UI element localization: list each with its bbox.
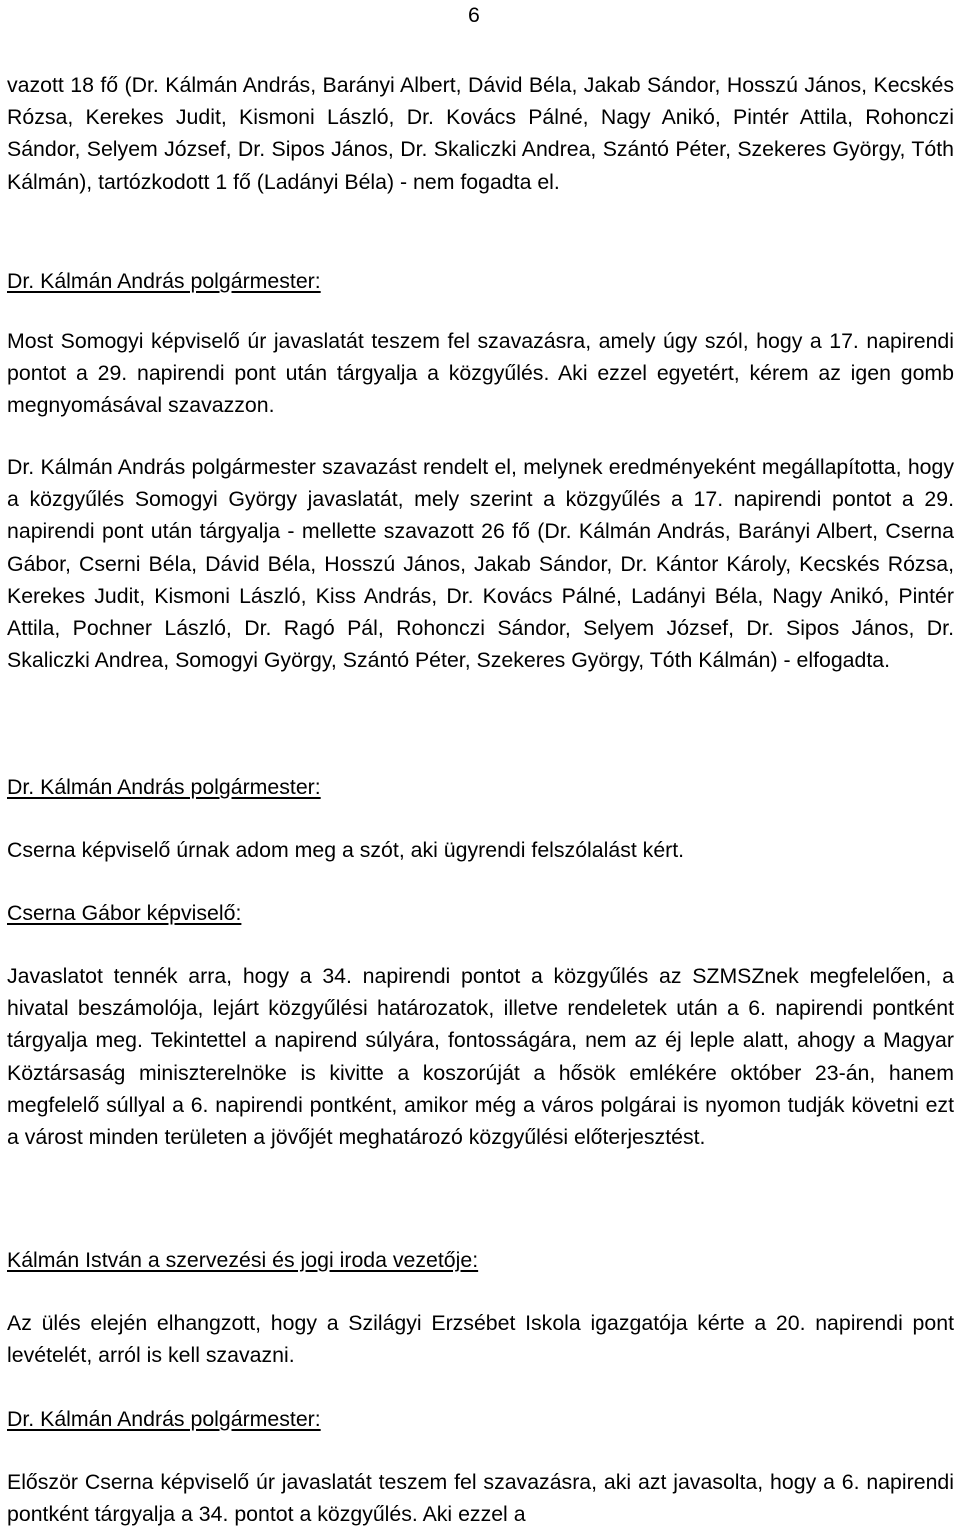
speaker-label: Dr. Kálmán András polgármester:	[7, 775, 321, 799]
speaker-label: Cserna Gábor képviselő:	[7, 901, 242, 925]
speech-paragraph: Először Cserna képviselő úr javaslatát teszem fel szavazásra, aki azt javasolta, hogy a 6. napirendi pontként tárgyalja a 34. pontot a közgyűlés. Aki ezzel a	[7, 1470, 954, 1527]
speaker-label: Kálmán István a szervezési és jogi iroda vezetője:	[7, 1248, 479, 1272]
speech-paragraph: Most Somogyi képviselő úr javaslatát teszem fel szavazásra, amely úgy szól, hogy a 17. napirendi pontot a 29. napirendi pont után tárgyalja a közgyűlés. Aki ezzel egyetért, kérem az igen gomb megnyomásával szavazzon.	[7, 329, 954, 418]
speech-paragraph: Javaslatot tennék arra, hogy a 34. napirendi pontot a közgyűlés az SZMSZnek megfelelően, a hivatal beszámolója, lejárt közgyűlési határozatok, illetve rendeletek után a 6. napirendi pontként tárgyalja meg. Tekintettel a napirend súlyára, fontosságára, nem az éj leple alatt, ahogy a Magyar Köztársaság miniszterelnöke is kivitte a koszorúját a hősök emlékére október 23-án, hanem megfelelő súllyal a 6. napirendi pontként, amikor még a város polgárai is nyomon tudják követni ezt a várost minden területen a jövőjét meghatározó közgyűlési előterjesztést.	[7, 964, 954, 1150]
speaker-heading	[7, 1244, 954, 1276]
vote-result-paragraph: vazott 18 fő (Dr. Kálmán András, Barányi Albert, Dávid Béla, Jakab Sándor, Hosszú János, Kecskés Rózsa, Kerekes Judit, Kismoni László, Dr. Kovács Pálné, Nagy Anikó, Pintér Attila, Rohonczi Sándor, Selyem József, Dr. Sipos János, Dr. Skaliczki Andrea, Szántó Péter, Szekeres György, Tóth Kálmán), tartózkodott 1 fő (Ladányi Béla) - nem fogadta el.	[7, 73, 954, 194]
speaker-heading	[7, 897, 954, 929]
speaker-heading	[7, 771, 954, 803]
page-number: 6	[468, 3, 480, 27]
speaker-label: Dr. Kálmán András polgármester:	[7, 1407, 321, 1431]
speech-paragraph: Az ülés elején elhangzott, hogy a Szilágyi Erzsébet Iskola igazgatója kérte a 20. napirendi pont levételét, arról is kell szavazni.	[7, 1311, 954, 1368]
speaker-heading	[7, 265, 954, 297]
speaker-label: Dr. Kálmán András polgármester:	[7, 269, 321, 293]
speaker-heading	[7, 1403, 954, 1435]
vote-result-paragraph: Dr. Kálmán András polgármester szavazást rendelt el, melynek eredményeként megállapította, hogy a közgyűlés Somogyi György javaslatát, mely szerint a közgyűlés a 17. napirendi pontot a 29. napirendi pont után tárgyalja - mellette szavazott 26 fő (Dr. Kálmán András, Barányi Albert, Cserna Gábor, Cserni Béla, Dávid Béla, Hosszú János, Jakab Sándor, Dr. Kántor Károly, Kecskés Rózsa, Kerekes Judit, Kismoni László, Kiss András, Dr. Kovács Pálné, Ladányi Béla, Nagy Anikó, Pintér Attila, Pochner László, Dr. Ragó Pál, Rohonczi Sándor, Selyem József, Dr. Sipos János, Dr. Skaliczki Andrea, Somogyi György, Szántó Péter, Szekeres György, Tóth Kálmán) - elfogadta.	[7, 455, 954, 673]
speech-paragraph: Cserna képviselő úrnak adom meg a szót, aki ügyrendi felszólalást kért.	[7, 838, 685, 862]
